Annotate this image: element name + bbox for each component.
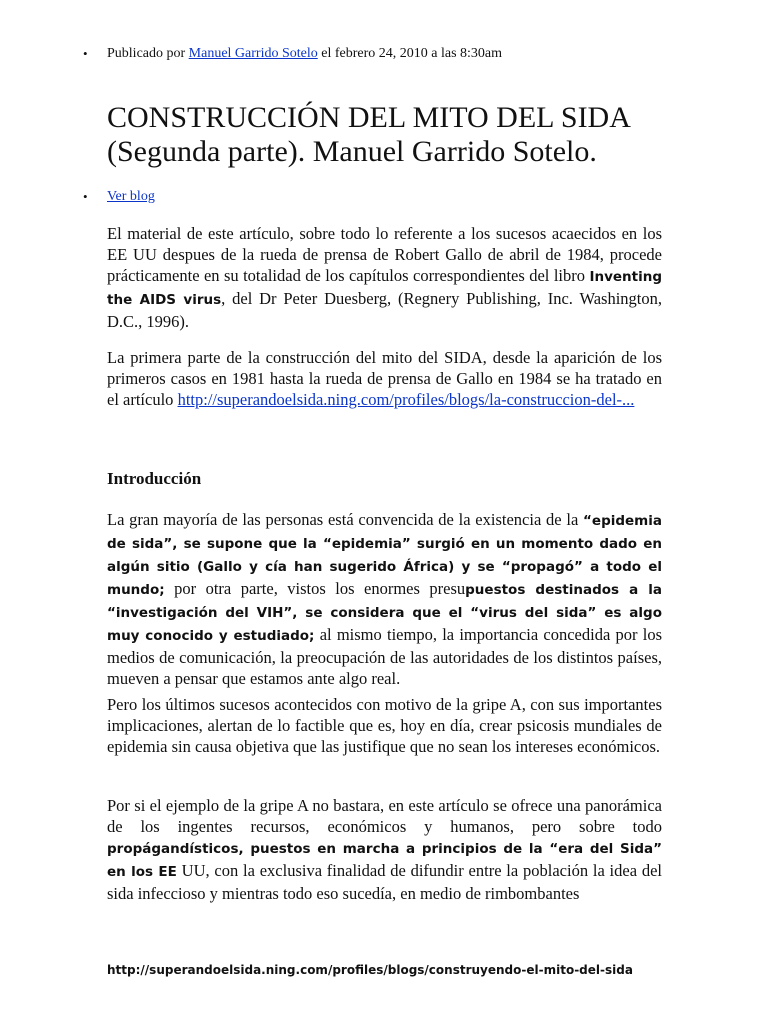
p3-bold-d: puestos destinados a la “investigación del VIH”, se considera que el “virus del sida” es algo muy conocido y estudiado; bbox=[107, 582, 663, 644]
footer-url: http://superandoelsida.ning.com/profiles/blogs/construyendo-el-mito-del-sida bbox=[107, 963, 633, 977]
book-title: Inventing the AIDS virus bbox=[107, 269, 662, 308]
p3-text-a: La gran mayoría de las personas está convencida de la existencia de la bbox=[107, 510, 584, 529]
ver-blog-link[interactable]: Ver blog bbox=[107, 189, 155, 204]
p3-bold-b: “epidemia de sida”, se supone que la “epidemia” surgió en un momento dado en algún sitio (Gallo y cía han sugerido África) y se “propagó” a todo el mundo; bbox=[107, 513, 662, 598]
p5-text-c: UU, con la exclusiva finalidad de difundir entre la población la idea del sida infeccioso y mientras todo eso sucedía, en medio de rimbombantes bbox=[107, 861, 662, 903]
meta-date: el febrero 24, 2010 a las 8:30am bbox=[317, 46, 503, 61]
first-part-link[interactable]: http://superandoelsida.ning.com/profiles/blogs/la-construccion-del-... bbox=[177, 390, 635, 409]
paragraph-source bbox=[107, 223, 662, 332]
bullet-icon: • bbox=[83, 189, 88, 204]
post-meta bbox=[83, 44, 503, 64]
paragraph-gripe: Pero los últimos sucesos acontecidos con motivo de la gripe A, con sus importantes implicaciones, alertan de lo factible que es, hoy en día, crear psicosis mundiales de epidemia sin causa objetiva que las justifique que no sean los intereses económicos. bbox=[107, 695, 662, 756]
p3-text-c: por otra parte, vistos los enormes presu bbox=[164, 579, 466, 598]
bullet-icon: • bbox=[83, 46, 88, 61]
p2-text: La primera parte de la construcción del mito del SIDA, desde la aparición de los primeros casos en 1981 hasta la rueda de prensa de Gallo en 1984 se ha tratado en el artículo bbox=[107, 348, 662, 409]
author-link[interactable]: Manuel Garrido Sotelo bbox=[188, 46, 318, 61]
p1-text-a: El material de este artículo, sobre todo lo referente a los sucesos acaecidos en los EE UU despues de la rueda de prensa de Robert Gallo de abril de 1984, procede prácticamente en su totalidad de los capítulos correspondientes del libro bbox=[107, 224, 662, 285]
paragraph-first-part bbox=[107, 347, 662, 410]
p5-bold-b: propágandísticos, puestos en marcha a principios de la “era del Sida” en los EE bbox=[107, 841, 662, 880]
meta-prefix: Publicado por bbox=[107, 46, 189, 61]
paragraph-panorama bbox=[107, 795, 662, 904]
ver-blog-item bbox=[83, 187, 155, 207]
p3-text-e: al mismo tiempo, la importancia concedida por los medios de comunicación, la preocupación de las autoridades de los distintos países, mueven a pensar que estamos ante algo real. bbox=[107, 625, 662, 688]
paragraph-intro bbox=[107, 509, 662, 689]
p5-text-a: Por si el ejemplo de la gripe A no bastara, en este artículo se ofrece una panorámica de los ingentes recursos, económicos y humanos, pero sobre todo bbox=[107, 796, 662, 836]
page-title: CONSTRUCCIÓN DEL MITO DEL SIDA (Segunda parte). Manuel Garrido Sotelo. bbox=[107, 101, 630, 168]
p1-text-b: , del Dr Peter Duesberg, (Regnery Publishing, Inc. Washington, D.C., 1996). bbox=[107, 289, 662, 331]
section-heading: Introducción bbox=[107, 469, 202, 488]
